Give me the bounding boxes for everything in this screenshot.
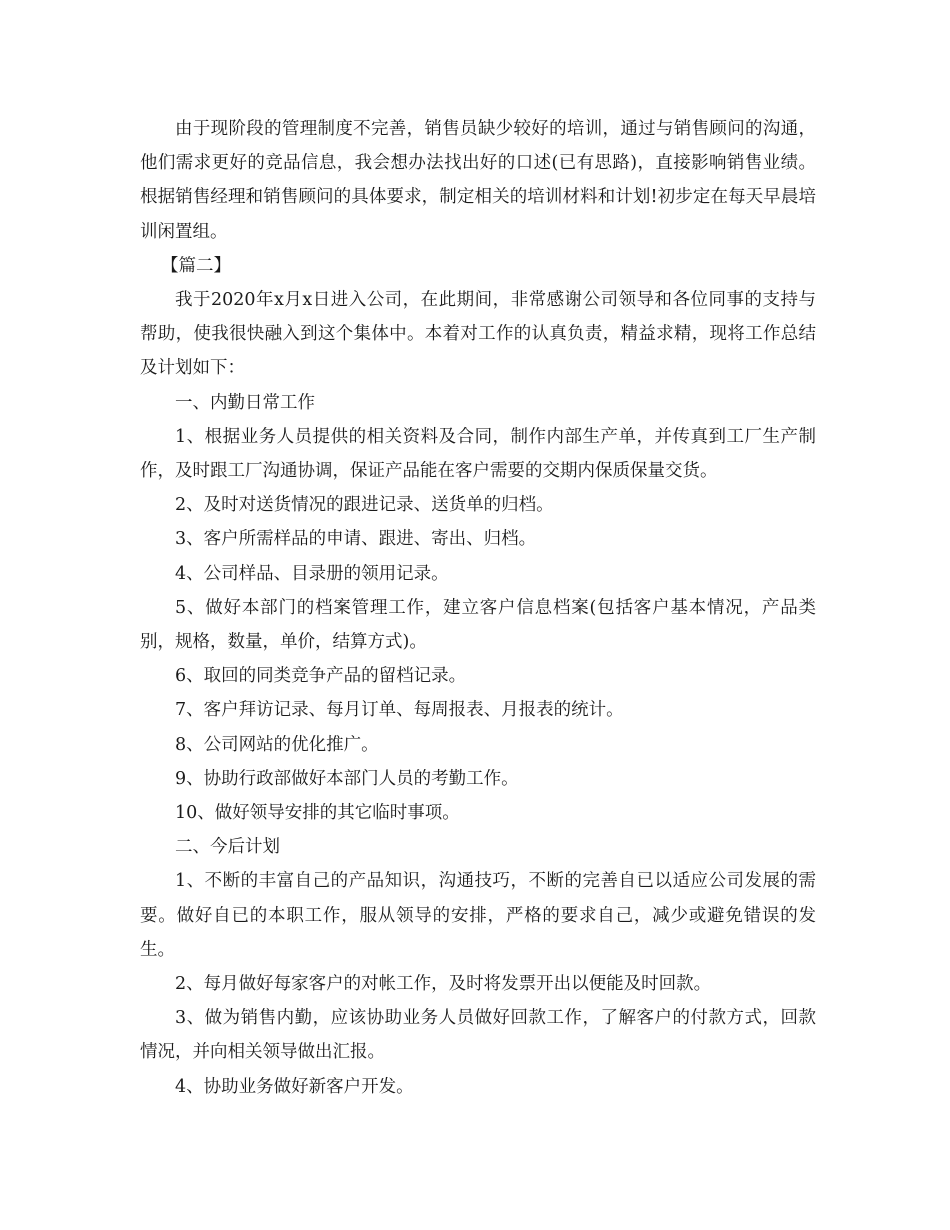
list-item: 8、公司网站的优化推广。 <box>175 734 379 755</box>
list-item: 2、每月做好每家客户的对帐工作，及时将发票开出以便能及时回款。 <box>175 974 712 995</box>
list-item: 7、客户拜访记录、每月订单、每周报表、月报表的统计。 <box>175 700 624 721</box>
section-heading-daily-work: 一、内勤日常工作 <box>175 392 315 413</box>
paragraph-opening: 我于2020年x月x日进入公司，在此期间，非常感谢公司领导和各位同事的支持与帮助，使我很快融入到这个集体中。本着对工作的认真负责，精益求精，现将工作总结及计划如下： <box>140 290 816 379</box>
section-heading-part-two: 【篇二】 <box>161 255 231 276</box>
list-item: 1、根据业务人员提供的相关资料及合同，制作内部生产单，并传真到工厂生产制作，及时跟工厂沟通协调，保证产品能在客户需要的交期内保质保量交货。 <box>140 426 816 482</box>
list-item: 3、做为销售内勤，应该协助业务人员做好回款工作，了解客户的付款方式，回款情况，并向相关领导做出汇报。 <box>140 1008 816 1063</box>
list-item: 9、协助行政部做好本部门人员的考勤工作。 <box>175 768 519 789</box>
list-item: 3、客户所需样品的申请、跟进、寄出、归档。 <box>175 529 537 550</box>
list-item: 2、及时对送货情况的跟进记录、送货单的归档。 <box>175 495 554 516</box>
document-body <box>140 112 816 1104</box>
list-item: 4、公司样品、目录册的领用记录。 <box>175 563 449 584</box>
paragraph-intro: 由于现阶段的管理制度不完善，销售员缺少较好的培训，通过与销售顾问的沟通，他们需求更好的竞品信息，我会想办法找出好的口述(已有思路)，直接影响销售业绩。根据销售经理和销售顾问的具体要求，制定相关的培训材料和计划!初步定在每天早晨培训闲置组。 <box>140 119 816 242</box>
list-item: 6、取回的同类竞争产品的留档记录。 <box>175 666 467 687</box>
list-item: 10、做好领导安排的其它临时事项。 <box>175 803 460 824</box>
list-item: 1、不断的丰富自己的产品知识，沟通技巧，不断的完善自已以适应公司发展的需要。做好自已的本职工作，服从领导的安排，严格的要求自己，减少或避免错误的发生。 <box>140 871 816 960</box>
section-heading-future-plan: 二、今后计划 <box>175 837 280 858</box>
list-item: 5、做好本部门的档案管理工作，建立客户信息档案(包括客户基本情况，产品类别，规格，数量，单价，结算方式)。 <box>140 597 816 653</box>
list-item: 4、协助业务做好新客户开发。 <box>175 1076 414 1097</box>
